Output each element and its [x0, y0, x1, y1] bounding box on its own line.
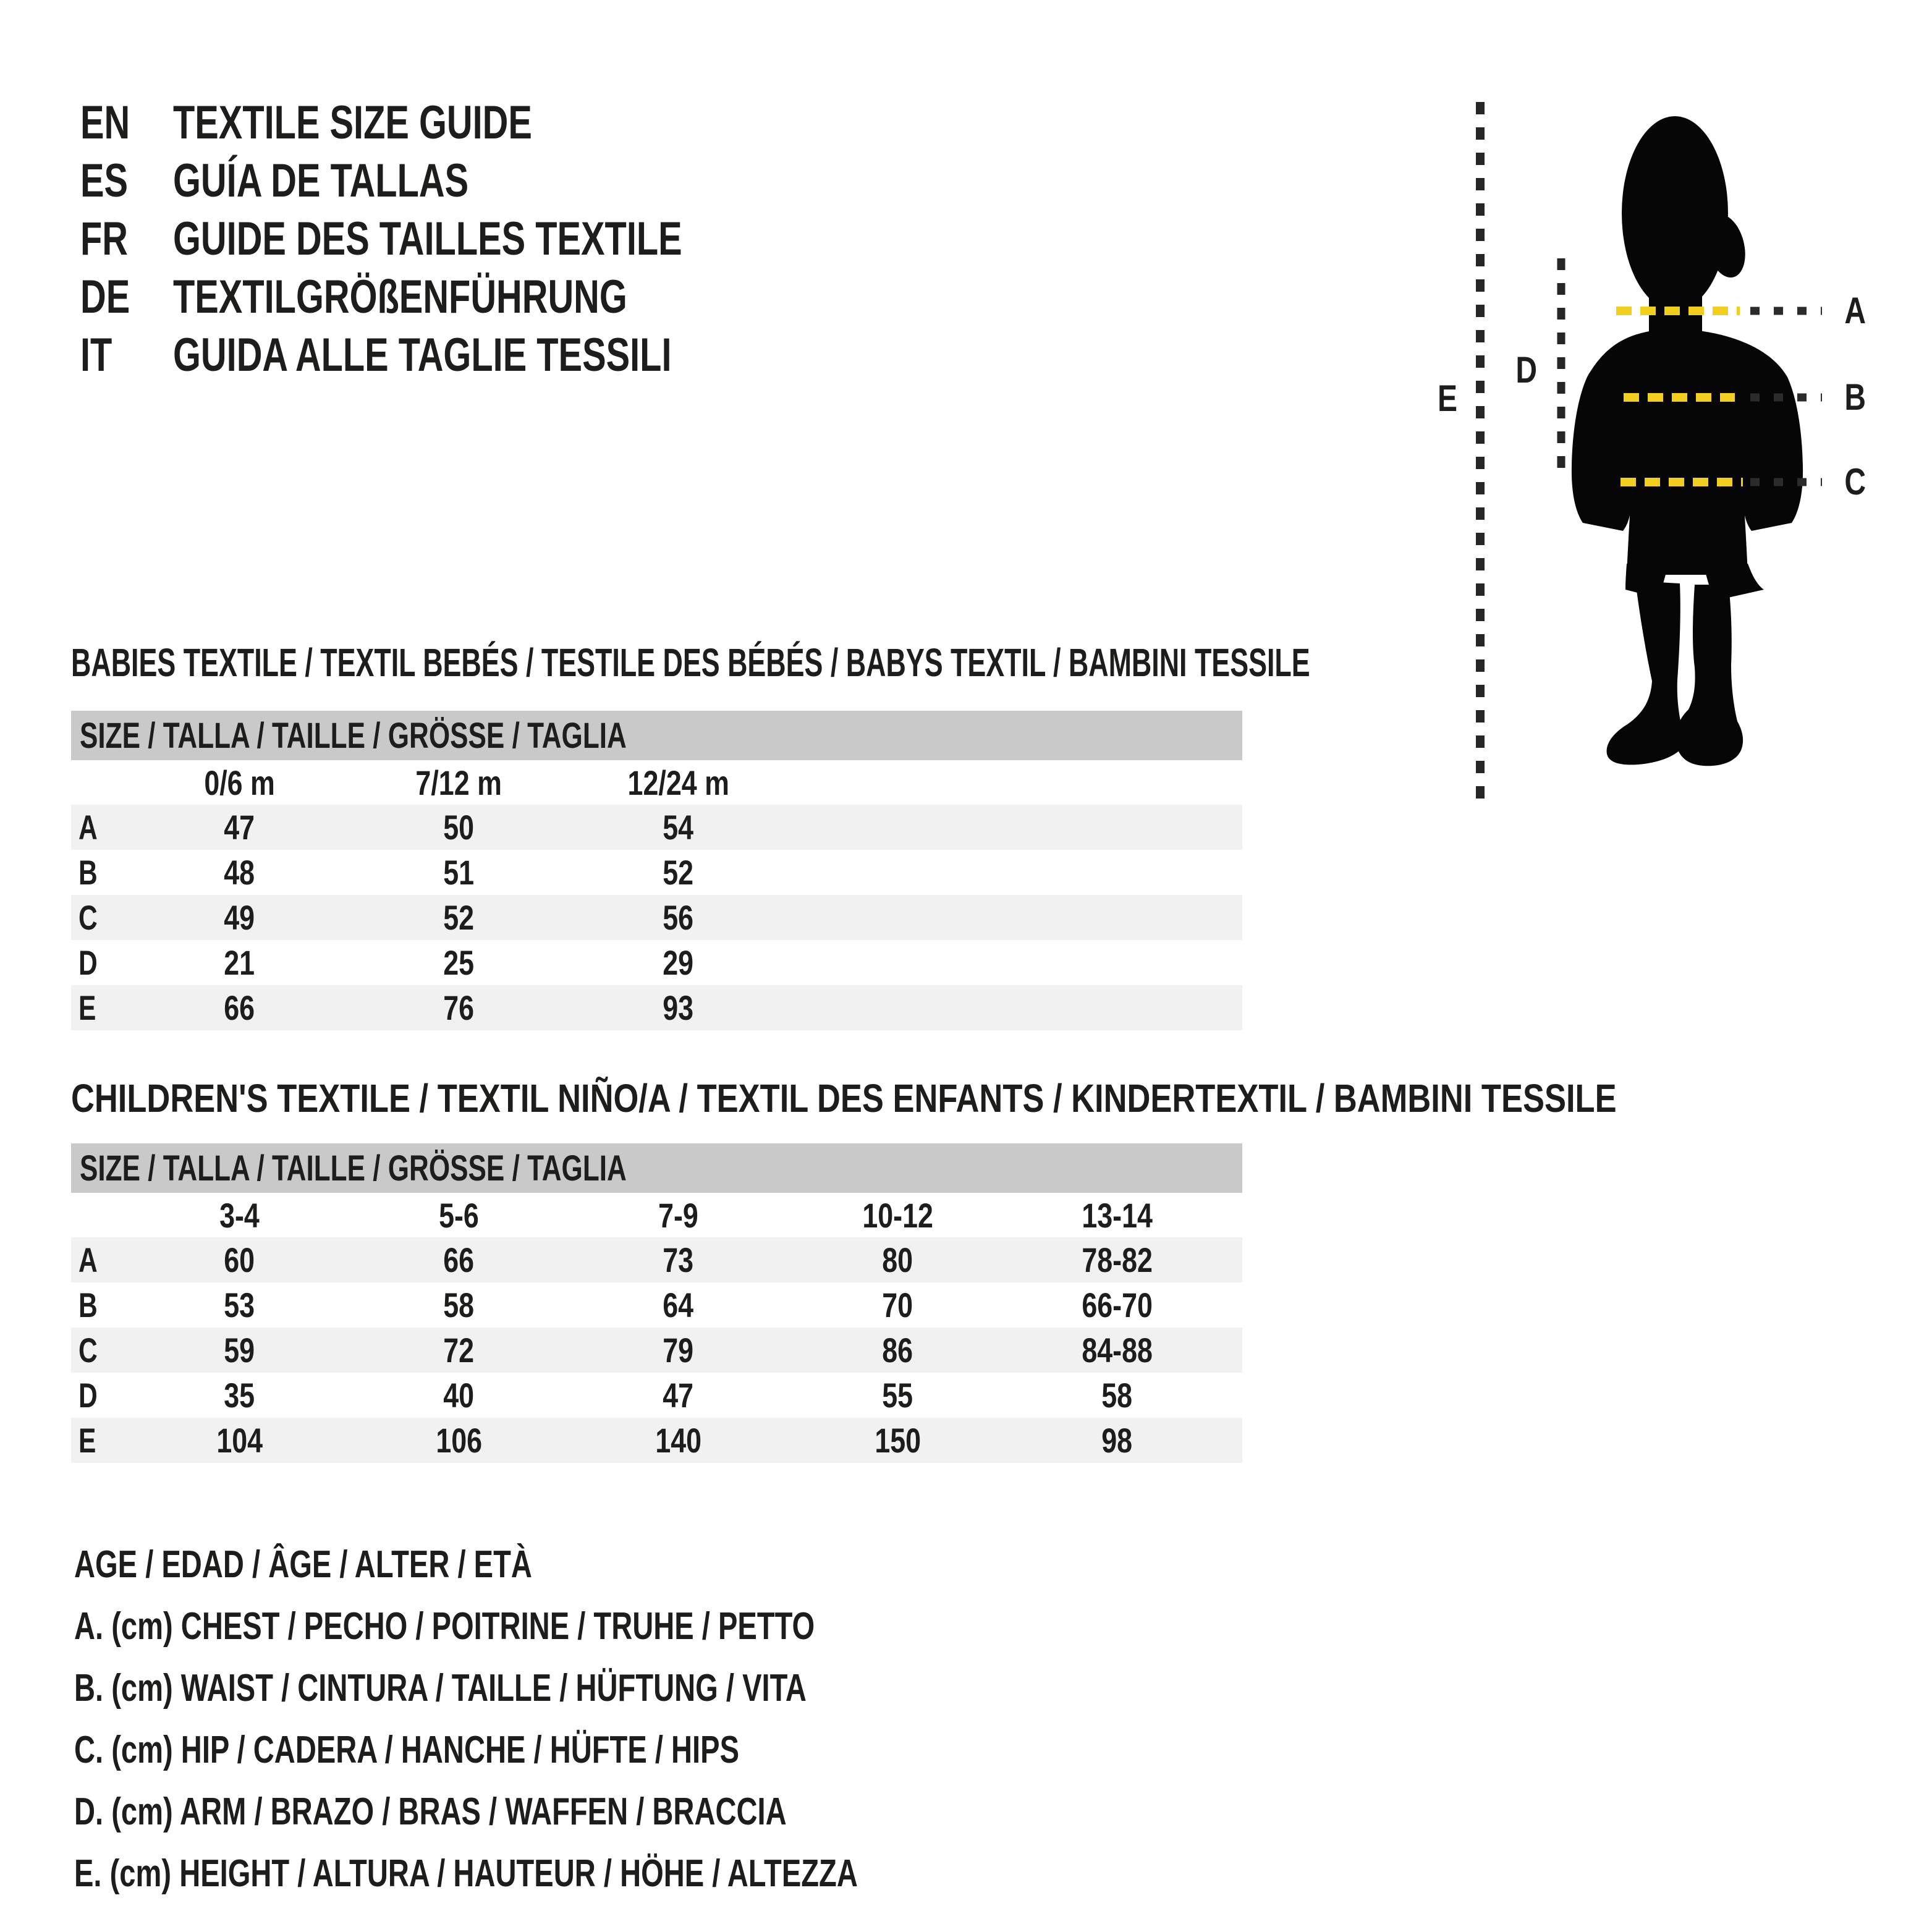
row-label: D [78, 943, 98, 982]
table-cell: 66 [224, 988, 255, 1027]
measurement-legend [74, 1534, 1105, 1905]
table-cell: 78-82 [1082, 1240, 1153, 1279]
children-row-d [71, 1373, 1242, 1418]
babies-size-header-label: SIZE / TALLA / TAILLE / GRÖSSE / TAGLIA [80, 715, 627, 756]
table-cell: 66 [443, 1240, 475, 1279]
children-col-header: 10-12 [862, 1195, 933, 1235]
language-title-en: TEXTILE SIZE GUIDE [173, 96, 532, 149]
silhouette-head [1622, 116, 1728, 310]
children-size-header-label: SIZE / TALLA / TAILLE / GRÖSSE / TAGLIA [80, 1148, 627, 1188]
row-label: B [78, 1286, 98, 1324]
language-code-en: EN [80, 96, 130, 149]
table-cell: 50 [443, 808, 475, 847]
babies-row-e [71, 985, 1242, 1030]
table-cell: 80 [882, 1240, 913, 1279]
babies-row-a [71, 805, 1242, 850]
language-title-fr: GUIDE DES TAILLES TEXTILE [173, 213, 682, 265]
table-cell: 66-70 [1082, 1286, 1153, 1324]
table-cell: 150 [875, 1421, 921, 1460]
legend-age: AGE / EDAD / ÂGE / ALTER / ETÀ [74, 1543, 532, 1586]
language-code-it: IT [80, 329, 112, 381]
row-label: E [78, 988, 96, 1027]
table-cell: 54 [663, 808, 694, 847]
row-label: B [78, 853, 98, 892]
figure-label-d: D [1515, 349, 1538, 391]
table-cell: 106 [436, 1421, 482, 1460]
children-column-header-row [71, 1193, 1242, 1237]
children-row-e [71, 1418, 1242, 1463]
table-cell: 49 [224, 898, 255, 937]
table-cell: 29 [663, 943, 694, 982]
table-cell: 52 [663, 853, 694, 892]
row-label: A [78, 808, 98, 847]
table-cell: 35 [224, 1376, 255, 1415]
language-title-list [80, 94, 843, 384]
table-cell: 21 [224, 943, 255, 982]
children-row-c [71, 1328, 1242, 1373]
children-size-header-bar [71, 1143, 1242, 1193]
children-col-header: 13-14 [1082, 1195, 1153, 1235]
table-cell: 52 [443, 898, 475, 937]
legend-chest: A. (cm) CHEST / PECHO / POITRINE / TRUHE / PETTO [74, 1605, 815, 1648]
table-cell: 59 [224, 1331, 255, 1370]
babies-column-header-row [71, 760, 1242, 805]
babies-size-table [71, 711, 1242, 1030]
figure-label-b: B [1844, 376, 1866, 418]
table-cell: 98 [1101, 1421, 1133, 1460]
figure-label-c: C [1844, 461, 1866, 502]
table-cell: 47 [224, 808, 255, 847]
babies-section-heading: BABIES TEXTILE / TEXTIL BEBÉS / TESTILE DES BÉBÉS / BABYS TEXTIL / BAMBINI TESSILE [71, 640, 1310, 685]
row-label: D [78, 1376, 98, 1415]
language-row-en [80, 94, 843, 152]
language-code-es: ES [80, 155, 129, 207]
babies-row-d [71, 940, 1242, 985]
children-size-table [71, 1143, 1242, 1463]
figure-label-e: E [1438, 378, 1458, 419]
table-cell: 93 [663, 988, 694, 1027]
row-label: C [78, 1331, 98, 1370]
children-col-header: 5-6 [439, 1195, 479, 1235]
table-cell: 76 [443, 988, 475, 1027]
figure-label-a: A [1844, 290, 1866, 331]
table-cell: 47 [663, 1376, 694, 1415]
table-cell: 84-88 [1082, 1331, 1153, 1370]
legend-height: E. (cm) HEIGHT / ALTURA / HAUTEUR / HÖHE / ALTEZZA [74, 1852, 858, 1895]
language-row-fr [80, 210, 843, 268]
babies-row-b [71, 850, 1242, 895]
children-col-header: 3-4 [219, 1195, 260, 1235]
legend-hip: C. (cm) HIP / CADERA / HANCHE / HÜFTE / HIPS [74, 1729, 740, 1771]
table-cell: 58 [443, 1286, 475, 1324]
table-cell: 56 [663, 898, 694, 937]
language-title-de: TEXTILGRÖßENFÜHRUNG [173, 271, 627, 323]
language-title-it: GUIDA ALLE TAGLIE TESSILI [173, 329, 672, 381]
table-cell: 72 [443, 1331, 475, 1370]
table-cell: 53 [224, 1286, 255, 1324]
table-cell: 104 [216, 1421, 263, 1460]
children-row-a [71, 1237, 1242, 1282]
table-cell: 73 [663, 1240, 694, 1279]
table-cell: 40 [443, 1376, 475, 1415]
legend-waist: B. (cm) WAIST / CINTURA / TAILLE / HÜFTUNG / VITA [74, 1667, 807, 1710]
table-cell: 55 [882, 1376, 913, 1415]
language-row-de [80, 268, 843, 326]
language-code-fr: FR [80, 213, 128, 265]
language-title-es: GUÍA DE TALLAS [173, 155, 469, 207]
babies-col-header: 0/6 m [204, 763, 275, 802]
language-code-de: DE [80, 271, 130, 323]
table-cell: 25 [443, 943, 475, 982]
table-cell: 60 [224, 1240, 255, 1279]
table-cell: 58 [1101, 1376, 1133, 1415]
table-cell: 79 [663, 1331, 694, 1370]
child-silhouette-figure [1409, 87, 1932, 816]
babies-col-header: 12/24 m [627, 763, 729, 802]
children-row-b [71, 1282, 1242, 1328]
table-cell: 70 [882, 1286, 913, 1324]
row-label: C [78, 898, 98, 937]
language-row-it [80, 326, 843, 384]
row-label: A [78, 1240, 98, 1279]
babies-row-c [71, 895, 1242, 940]
silhouette-shirt [1572, 329, 1803, 575]
table-cell: 51 [443, 853, 475, 892]
row-label: E [78, 1421, 96, 1460]
language-row-es [80, 152, 843, 210]
legend-arm: D. (cm) ARM / BRAZO / BRAS / WAFFEN / BRACCIA [74, 1790, 787, 1833]
babies-col-header: 7/12 m [415, 763, 502, 802]
table-cell: 64 [663, 1286, 694, 1324]
table-cell: 140 [655, 1421, 701, 1460]
babies-size-header-bar [71, 711, 1242, 760]
table-cell: 48 [224, 853, 255, 892]
children-col-header: 7-9 [658, 1195, 698, 1235]
table-cell: 86 [882, 1331, 913, 1370]
children-section-heading: CHILDREN'S TEXTILE / TEXTIL NIÑO/A / TEXTIL DES ENFANTS / KINDERTEXTIL / BAMBINI TESSILE [71, 1076, 1617, 1121]
